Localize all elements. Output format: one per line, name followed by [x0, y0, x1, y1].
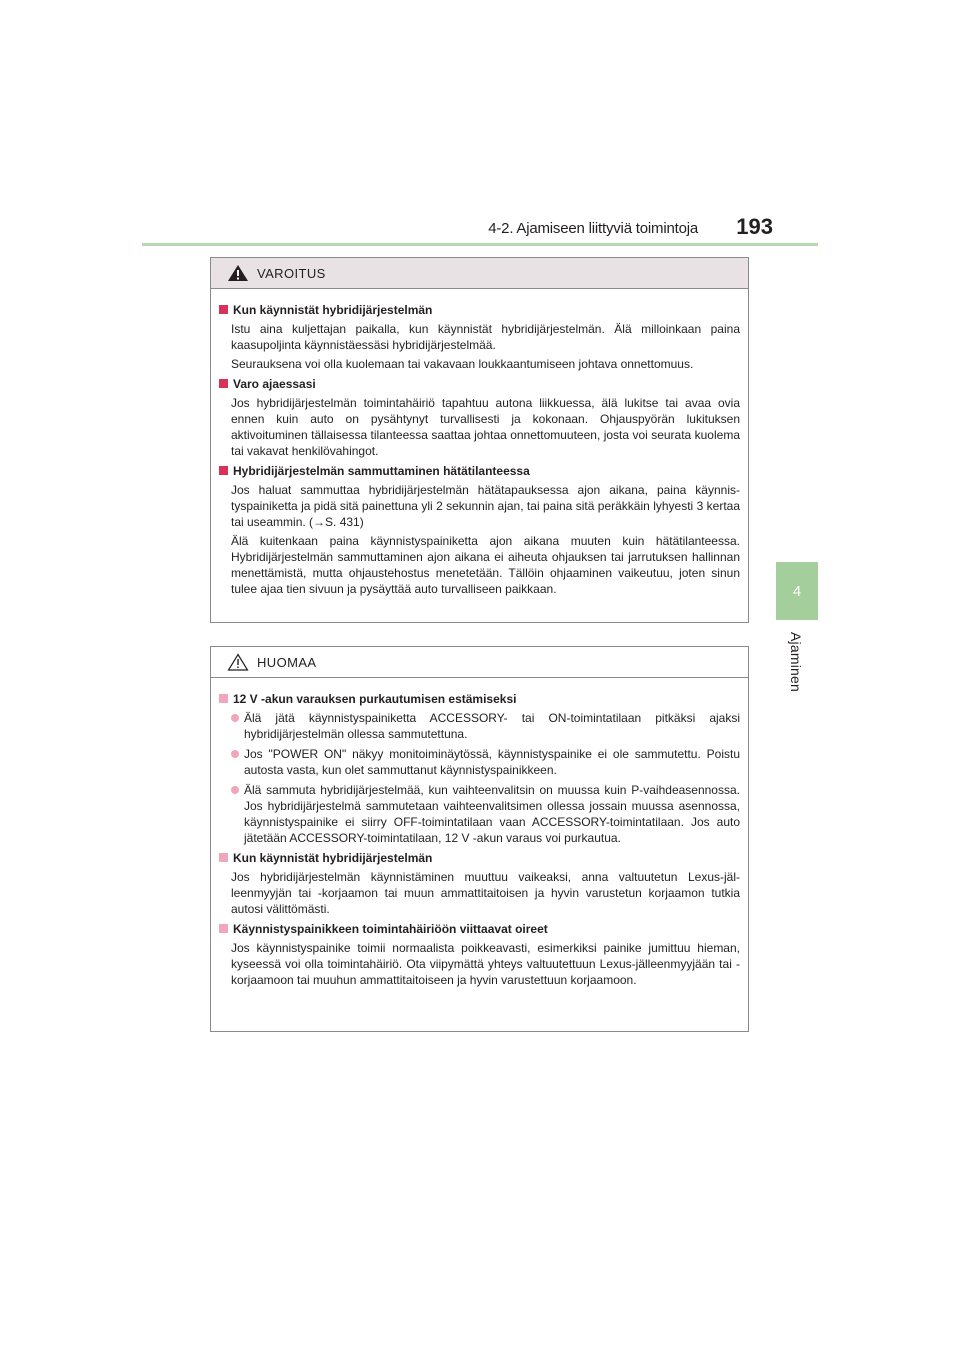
header-rule — [142, 243, 818, 246]
warning-section-title: Hybridijärjestelmän sammuttaminen hätätilanteessa — [219, 463, 740, 479]
dot-bullet-icon — [231, 714, 239, 722]
square-bullet-icon — [219, 379, 228, 388]
warning-paragraph: Seurauksena voi olla kuolemaan tai vakavaan loukkaantumiseen johtava onnettomuus. — [231, 357, 694, 371]
notice-section-title: 12 V -akun varauksen purkautumisen estämiseksi — [219, 691, 740, 707]
warning-paragraph: Istu aina kuljettajan paikalla, kun käynnistät hybridijärjestelmän. Älä milloinkaan paina kaasupoljinta käynnistäessäsi hybridijärjestelmää. — [231, 322, 740, 352]
notice-header — [211, 647, 748, 678]
warning-paragraph: Älä kuitenkaan paina käynnistyspainiketta ajon aikana muuten kuin hätätilanteessa. Hybridijärjestelmän sammuttaminen ajon aikana ei aiheuta ohjauksen tai jarrutuksen hallinnan menettämistä, mutta ohjaustehostus menetetään. Tällöin ohjaaminen vaikeutuu, joten sinun tulee ajaa tien sivuun ja pysäyttää auto turvalliseen paikkaan. — [231, 534, 740, 596]
notice-section-title: Käynnistyspainikkeen toimintahäiriöön viittaavat oireet — [219, 921, 740, 937]
square-bullet-icon — [219, 853, 228, 862]
warning-header — [211, 258, 748, 289]
warning-paragraph: Jos hybridijärjestelmän toimintahäiriö tapahtuu autona liikkuessa, älä lukitse tai avaa ovia ennen kuin auto on pysähtynyt turvallisesti ja kokonaan. Ohjauspyörän lukituksen aktivoituminen tällaisessa tilanteessa saattaa johtaa onnettomuuteen, josta voi seurata kuolema tai vakavat henkilövahingot. — [231, 396, 740, 458]
chapter-number: 4 — [792, 582, 802, 600]
square-bullet-icon — [219, 694, 228, 703]
notice-paragraph: Jos käynnistyspainike toimii normaalista poikkeavasti, esimerkiksi painike jumittuu hieman, kyseessä voi olla toimintahäiriö. Ota viipymättä yhteys valtuutettuun Lexus-jälleenmyyjään tai -korjaamoon tai muuhun ammattitaitoiseen ja hyvin varustettuun korjaamoon. — [231, 941, 740, 987]
dot-bullet-icon — [231, 750, 239, 758]
warning-section-title: Kun käynnistät hybridijärjestelmän — [219, 302, 740, 318]
list-item: Älä jätä käynnistyspainiketta ACCESSORY- tai ON-toimintatilaan pitkäksi ajaksi hybridijärjestelmän ollessa sammutettuna. — [231, 710, 740, 742]
square-bullet-icon — [219, 466, 228, 475]
warning-body — [211, 289, 748, 597]
notice-label: HUOMAA — [257, 654, 317, 670]
warning-section-title: Varo ajaessasi — [219, 376, 740, 392]
square-bullet-icon — [219, 924, 228, 933]
notice-body — [211, 678, 748, 988]
list-item: Älä sammuta hybridijärjestelmää, kun vaihteenvalitsin on muussa kuin P-vaihdeasennossa. Jos hybridijärjestelmä sammutetaan vaihteenvalitsimen ollessa jossain muussa asennossa, käynnistyspainike ei siirry OFF-toimintatilaan vaan ACCESSORY-toimintatilaan. Jos auto jätetään ACCESSORY-toimintatilaan, 12 V -akun varaus voi purkautua. — [231, 782, 740, 846]
warning-triangle-icon — [227, 264, 249, 282]
chapter-label: Ajaminen — [788, 632, 804, 692]
notice-section-title: Kun käynnistät hybridijärjestelmän — [219, 850, 740, 866]
dot-bullet-icon — [231, 786, 239, 794]
square-bullet-icon — [219, 305, 228, 314]
notice-box — [210, 646, 749, 1032]
section-title: 4-2. Ajamiseen liittyviä toimintoja — [488, 220, 698, 237]
warning-box — [210, 257, 749, 623]
page-number: 193 — [736, 214, 773, 239]
notice-paragraph: Jos hybridijärjestelmän käynnistäminen muuttuu vaikeaksi, anna valtuutetun Lexus-jälleenmyyjän tai -korjaamon tai muun ammattitaitoisen ja hyvin varustetun korjaamon tutkia autosi välittömästi. — [231, 870, 740, 916]
warning-paragraph: Jos haluat sammuttaa hybridijärjestelmän hätätapauksessa ajon aikana, paina käynnistyspainiketta ja pidä sitä painettuna yli 2 sekunnin ajan, tai paina sitä peräkkäin lyhyesti 3 kertaa tai useammin. (→S. 431) — [231, 483, 740, 529]
notice-triangle-icon — [227, 653, 249, 671]
page-header — [142, 212, 818, 246]
chapter-tab — [776, 562, 818, 620]
warning-label: VAROITUS — [257, 265, 326, 281]
list-item: Jos "POWER ON" näkyy monitoiminäytössä, käynnistyspainike ei ole sammutettu. Poistu autosta vasta, kun olet sammuttanut käynnistyspainikkeen. — [231, 746, 740, 778]
